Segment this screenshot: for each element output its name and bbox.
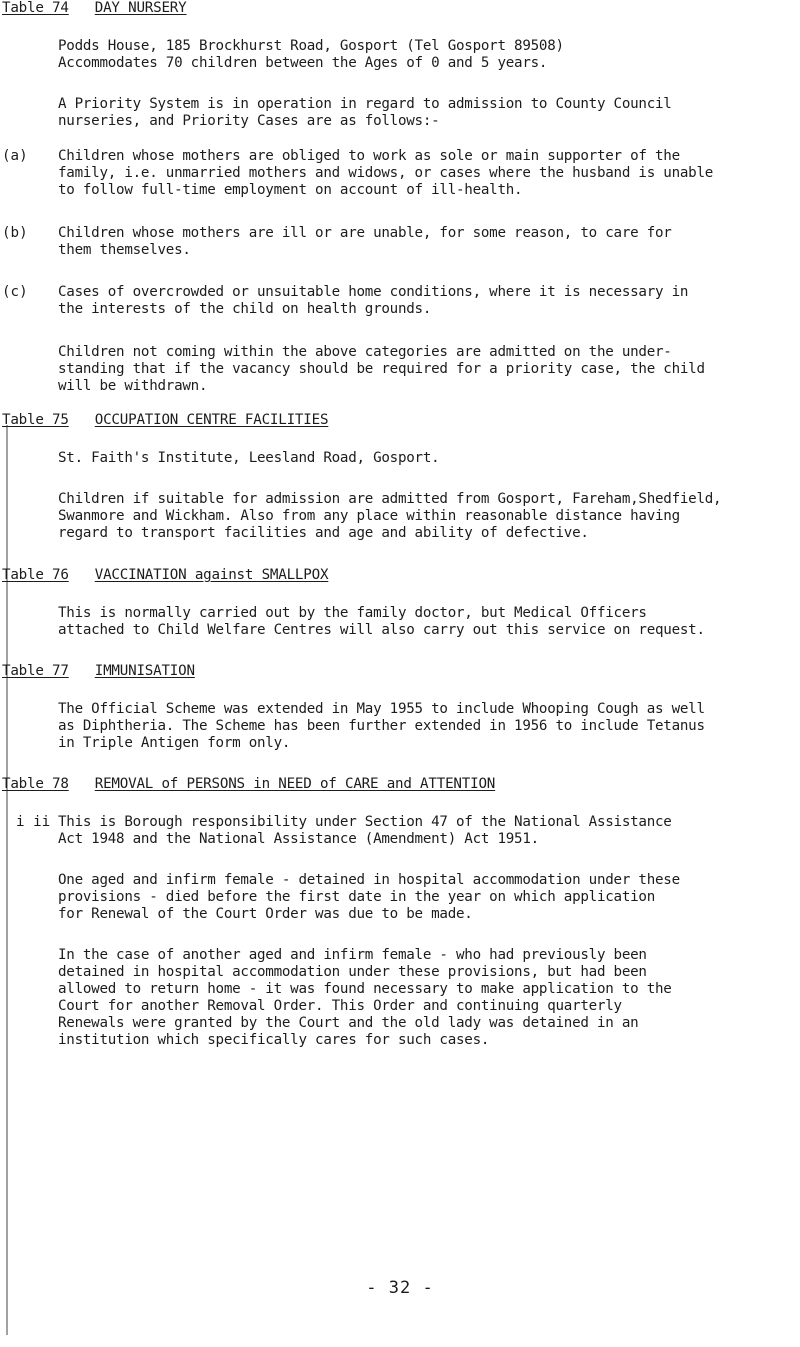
table-74-title: DAY NURSERY <box>94 0 187 16</box>
table-78-number: Table 78 <box>2 776 69 792</box>
table-76-title: VACCINATION against SMALLPOX <box>94 567 329 583</box>
table-78-title: REMOVAL of PERSONS in NEED of CARE and ATTENTION <box>94 776 496 792</box>
table-75-address: St. Faith's Institute, Leesland Road, Gosport. <box>58 450 440 466</box>
table-77-heading <box>2 663 195 680</box>
table-77-number: Table 77 <box>2 663 69 679</box>
table-74-address: Podds House, 185 Brockhurst Road, Gosport (Tel Gosport 89508) Accommodates 70 children between the Ages of 0 and 5 years. <box>58 38 564 71</box>
table-78-item-text: This is Borough responsibility under Section 47 of the National Assistance Act 1948 and the National Assistance (Amendment) Act 1951. <box>58 814 672 847</box>
item-c-label: (c) <box>2 284 28 300</box>
table-76-heading <box>2 567 328 584</box>
table-74-intro: A Priority System is in operation in regard to admission to County Council nurseries, and Priority Cases are as follows:- <box>58 96 672 129</box>
table-75-body: Children if suitable for admission are admitted from Gosport, Fareham,Shedfield, Swanmore and Wickham. Also from any place within reasonable distance having regard to transport facilities and age and ability of defective. <box>58 491 722 541</box>
table-78-para-2: In the case of another aged and infirm female - who had previously been detained in hospital accommodation under these provisions, but had been allowed to return home - it was found necessary to make application to the Court for another Removal Order. This Order and continuing quarterly Renewals were granted by the Court and the old lady was detained in an institution which specifically cares for such cases. <box>58 947 672 1048</box>
table-74-heading <box>2 0 187 17</box>
table-76-number: Table 76 <box>2 567 69 583</box>
table-78-heading <box>2 776 495 793</box>
page-number: - 32 - <box>366 1278 434 1298</box>
table-78-item-label: i ii <box>16 814 51 830</box>
item-b-label: (b) <box>2 225 28 241</box>
item-a-label: (a) <box>2 148 28 164</box>
table-78-para-1: One aged and infirm female - detained in hospital accommodation under these provisions - died before the first date in the year on which application for Renewal of the Court Order was due to be made. <box>58 872 680 922</box>
binding-edge-mark <box>6 425 8 1335</box>
table-74-number: Table 74 <box>2 0 69 16</box>
table-75-heading <box>2 412 328 429</box>
item-c-text: Cases of overcrowded or unsuitable home conditions, where it is necessary in the interests of the child on health grounds. <box>58 284 689 317</box>
item-a-text: Children whose mothers are obliged to work as sole or main supporter of the family, i.e. unmarried mothers and widows, or cases where the husband is unable to follow full-time employment on account of ill-health. <box>58 148 714 198</box>
item-b-text: Children whose mothers are ill or are unable, for some reason, to care for them themselves. <box>58 225 672 258</box>
table-74-closing: Children not coming within the above categories are admitted on the under- standing that if the vacancy should be required for a priority case, the child will be withdrawn. <box>58 344 705 394</box>
table-77-body: The Official Scheme was extended in May 1955 to include Whooping Cough as well as Diphtheria. The Scheme has been further extended in 1956 to include Tetanus in Triple Antigen form only. <box>58 701 705 751</box>
table-75-number: Table 75 <box>2 412 69 428</box>
table-77-title: IMMUNISATION <box>94 663 195 679</box>
table-76-body: This is normally carried out by the family doctor, but Medical Officers attached to Child Welfare Centres will also carry out this service on request. <box>58 605 705 638</box>
table-75-title: OCCUPATION CENTRE FACILITIES <box>94 412 329 428</box>
